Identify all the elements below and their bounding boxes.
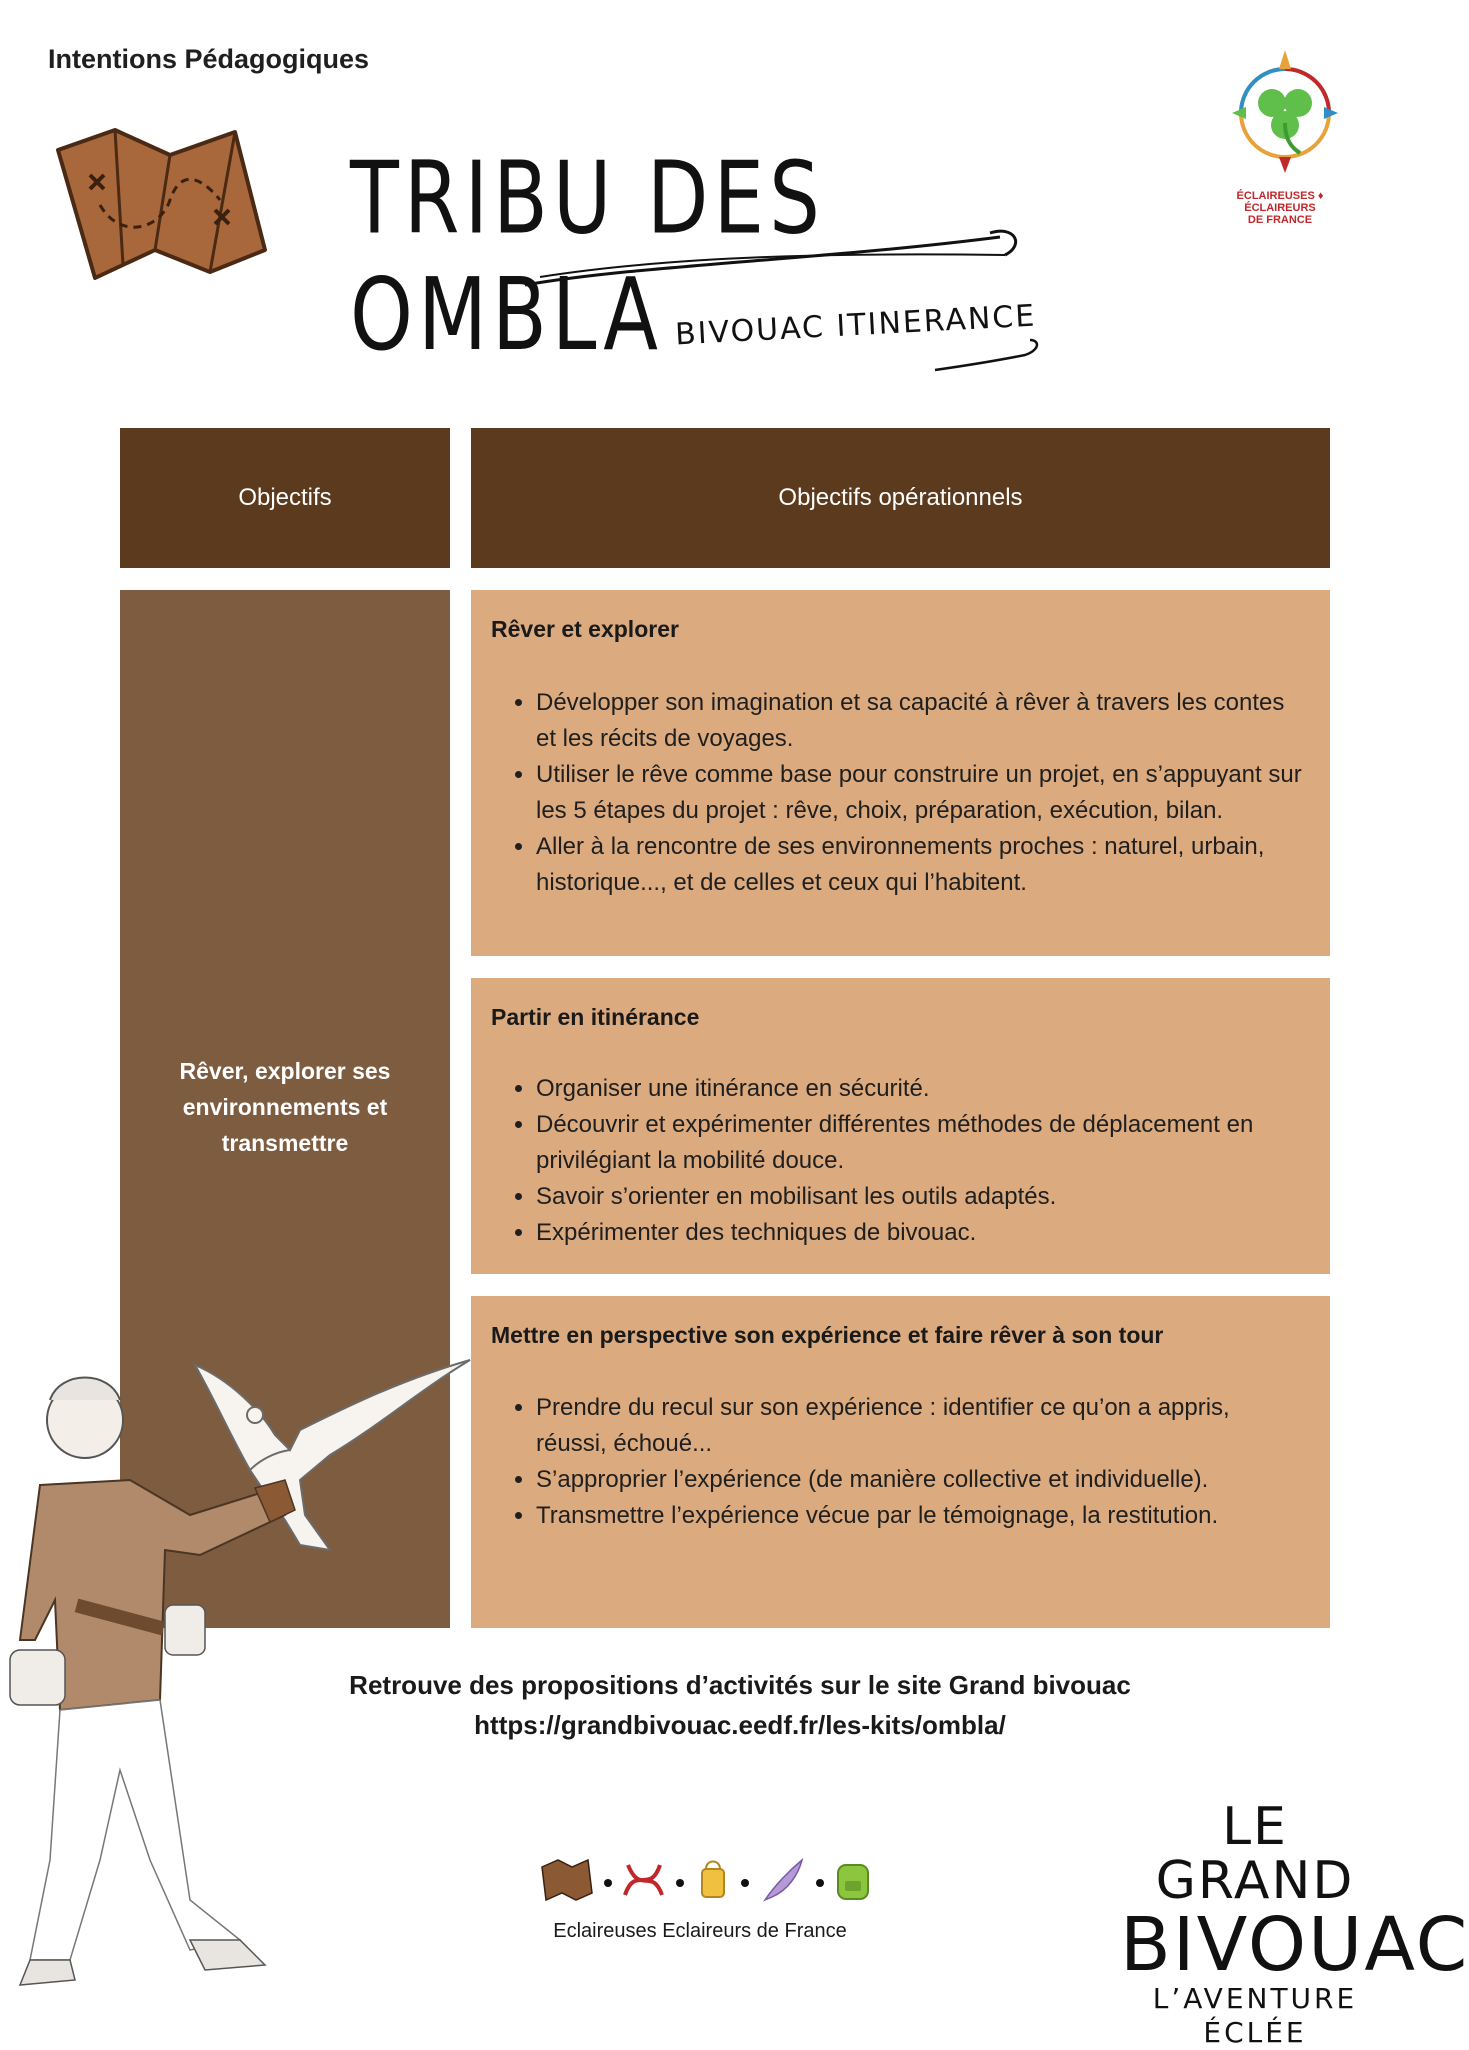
map-mini-icon bbox=[542, 1860, 592, 1900]
list-item: • Utiliser le rêve comme base pour construire un projet, en s’appuyant sur les 5 étapes du projet : rêve, choix, préparation, exécution, bilan. bbox=[536, 757, 1306, 829]
list-item: • Transmettre l’expérience vécue par le témoignage, la restitution. bbox=[536, 1498, 1306, 1534]
logo-text-line1: ÉCLAIREUSES ♦ ÉCLAIREURS bbox=[1236, 190, 1324, 214]
document-label: Intentions Pédagogiques bbox=[48, 44, 370, 74]
column-header-objectifs-operationnels: Objectifs opérationnels bbox=[471, 428, 1330, 568]
eedf-logo-icon bbox=[1230, 45, 1340, 175]
list-item: • Organiser une itinérance en sécurité. bbox=[536, 1071, 1306, 1107]
grand-bivouac-logo bbox=[1120, 1797, 1469, 2050]
card-list bbox=[491, 1071, 1306, 1251]
list-item: • Savoir s’orienter en mobilisant les outils adaptés. bbox=[536, 1179, 1306, 1215]
website-link[interactable]: https://grandbivouac.eedf.fr/les-kits/ombla/ bbox=[474, 1710, 1006, 1740]
card-list bbox=[491, 685, 1306, 901]
list-item: • Aller à la rencontre de ses environnements proches : naturel, urbain, historique..., et de celles et ceux qui l’habitent. bbox=[536, 829, 1306, 901]
page-subtitle: BIVOUAC ITINERANCE bbox=[674, 298, 1038, 353]
objective-card-2 bbox=[471, 978, 1330, 1274]
objective-text: Rêver, explorer ses environnements et transmettre bbox=[179, 1058, 391, 1156]
backpack-icon bbox=[838, 1865, 868, 1899]
lantern-icon bbox=[702, 1862, 724, 1898]
objective-card-1 bbox=[471, 590, 1330, 956]
objective-card-3 bbox=[471, 1296, 1330, 1628]
column-header-objectifs: Objectifs bbox=[120, 428, 450, 568]
page-title: TRIBU DES OMBLA bbox=[350, 140, 825, 373]
card-title: Rêver et explorer bbox=[491, 616, 679, 642]
feather-icon bbox=[765, 1860, 802, 1900]
brand-line1: LE GRAND bbox=[1155, 1797, 1355, 1911]
card-title: Partir en itinérance bbox=[491, 1004, 700, 1030]
list-item: • Découvrir et expérimenter différentes méthodes de déplacement en privilégiant la mobilité douce. bbox=[536, 1107, 1306, 1179]
callout-text: Retrouve des propositions d’activités sur le site Grand bivouac bbox=[349, 1670, 1131, 1700]
subtitle-swoosh bbox=[930, 335, 1050, 375]
organization-name: Eclaireuses Eclaireurs de France bbox=[553, 1920, 847, 1942]
list-item: • Développer son imagination et sa capacité à rêver à travers les contes et les récits de voyages. bbox=[536, 685, 1306, 757]
treasure-map-icon bbox=[50, 120, 270, 290]
rope-icon bbox=[625, 1865, 662, 1895]
eedf-logo-text bbox=[1200, 190, 1360, 226]
list-item: • S’approprier l’expérience (de manière collective et individuelle). bbox=[536, 1462, 1306, 1498]
brand-line2: BIVOUAC bbox=[1120, 1902, 1469, 1988]
title-underline-swoosh bbox=[520, 225, 1040, 295]
list-item: • Prendre du recul sur son expérience : identifier ce qu’on a appris, réussi, échoué... bbox=[536, 1390, 1306, 1462]
list-item: • Expérimenter des techniques de bivouac. bbox=[536, 1215, 1306, 1251]
kit-icons-row bbox=[540, 1855, 880, 1905]
card-list bbox=[491, 1390, 1306, 1534]
card-title: Mettre en perspective son expérience et faire rêver à son tour bbox=[491, 1322, 1164, 1348]
brand-line3: L’AVENTURE ÉCLÉE bbox=[1152, 1982, 1358, 2049]
logo-text-line2: DE FRANCE bbox=[1247, 214, 1313, 226]
activities-callout bbox=[300, 1665, 1180, 1745]
